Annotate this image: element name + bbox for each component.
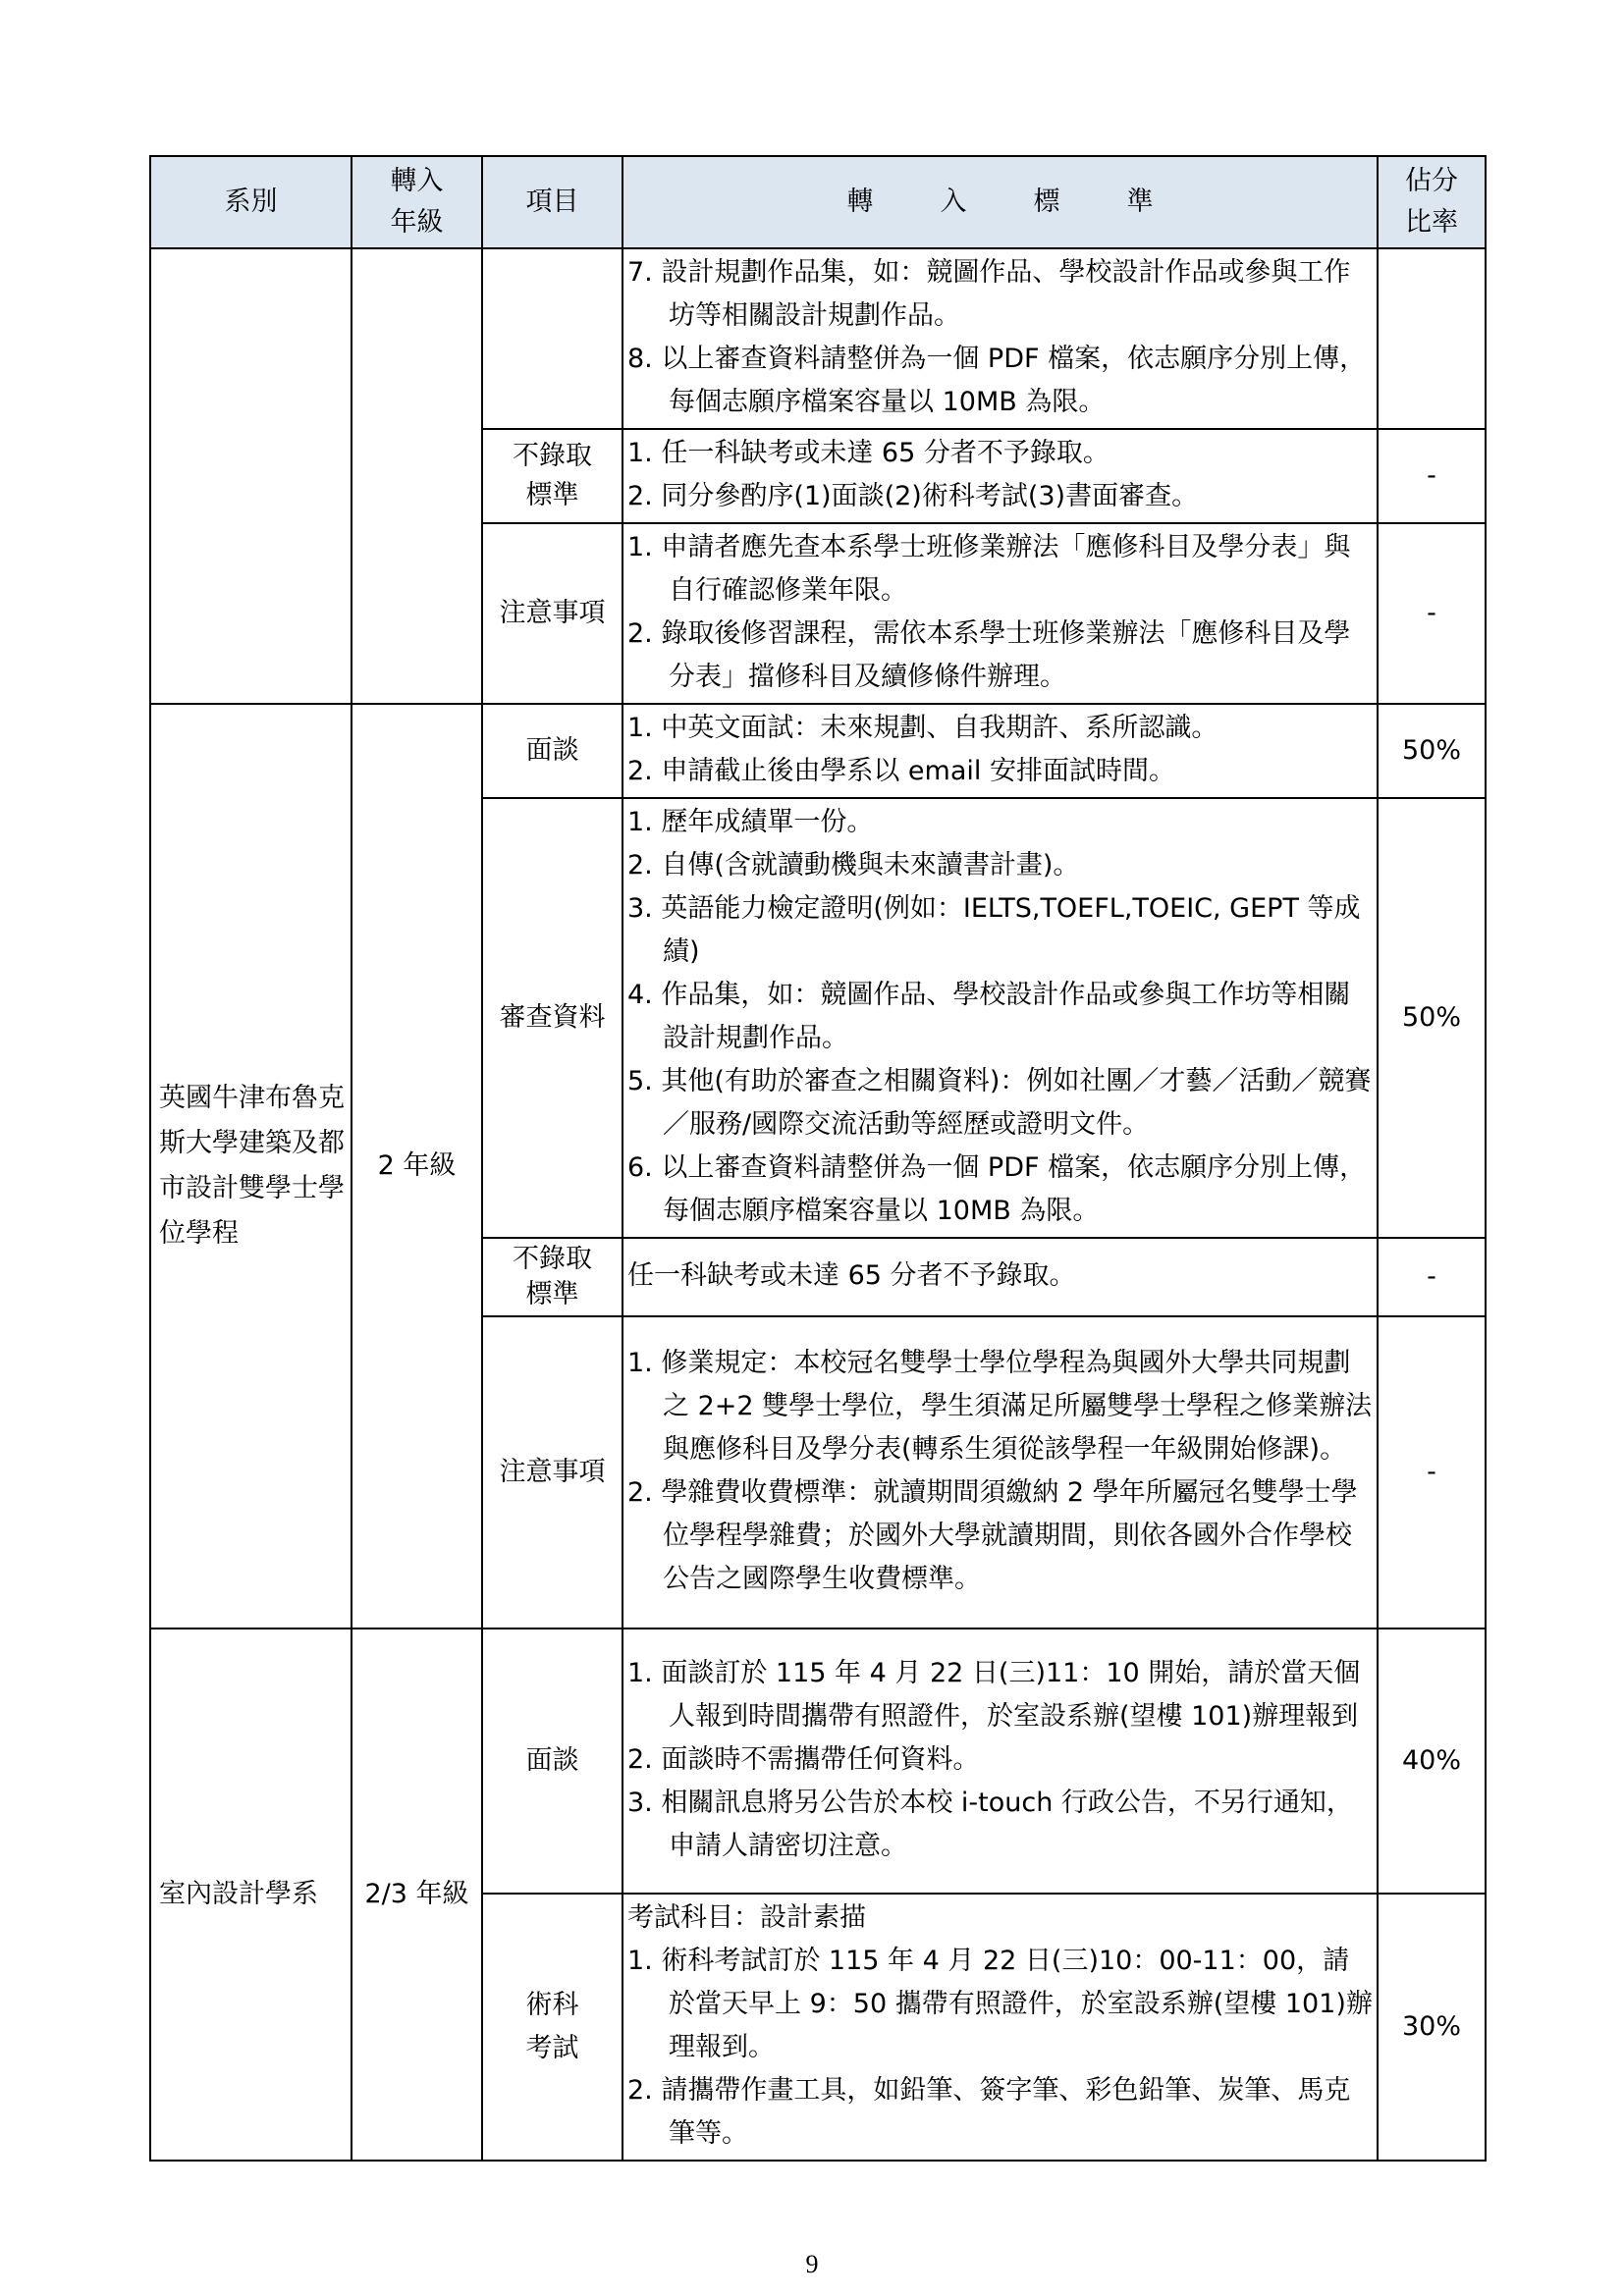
weight-value: - bbox=[1378, 1238, 1486, 1316]
review-criteria-cont bbox=[623, 248, 1378, 429]
dept-name: 英國牛津布魯克斯大學建築及都市設計雙學士學位學程 bbox=[150, 704, 352, 1629]
list-item: 2. 面談時不需攜帶任何資料。 bbox=[627, 1744, 980, 1775]
item-notes-label: 注意事項 bbox=[482, 1316, 623, 1629]
list-item: 2. 學雜費收費標準：就讀期間須繳納 2 學年所屬冠名雙學士學位學程學雜費；於國外大學就讀期間，則依各國外合作學校公告之國際學生收費標準。 bbox=[627, 1477, 1358, 1594]
grade-value: 2 年級 bbox=[352, 704, 482, 1629]
weight-value: 40% bbox=[1378, 1629, 1486, 1894]
item-reject-label: 不錄取 標準 bbox=[482, 1238, 623, 1316]
list-item: 1. 歷年成績單一份。 bbox=[627, 807, 874, 837]
interview-criteria bbox=[623, 704, 1378, 798]
table-row bbox=[150, 704, 1486, 798]
reject-criteria bbox=[623, 429, 1378, 523]
list-item: 7. 設計規劃作品集，如：競圖作品、學校設計作品或參與工作坊等相關設計規劃作品。 bbox=[627, 257, 1351, 331]
exam-criteria bbox=[623, 1894, 1378, 2161]
dept-name: 室內設計學系 bbox=[150, 1629, 352, 2161]
table-row bbox=[150, 1629, 1486, 1894]
header-criteria-text: 轉入標準 bbox=[846, 187, 1220, 217]
weight-value: 30% bbox=[1378, 1894, 1486, 2161]
grade-value: 2/3 年級 bbox=[352, 1629, 482, 2161]
list-item: 8. 以上審查資料請整併為一個 PDF 檔案，依志願序分別上傳，每個志願序檔案容量以 10MB 為限。 bbox=[627, 344, 1367, 417]
transfer-criteria-table bbox=[149, 155, 1487, 2162]
weight-value: 50% bbox=[1378, 704, 1486, 798]
weight-value: - bbox=[1378, 1316, 1486, 1629]
page-number: 9 bbox=[805, 2250, 819, 2278]
item-interview-label: 面談 bbox=[482, 1629, 623, 1894]
weight-value: - bbox=[1378, 429, 1486, 523]
item-review-label: 審查資料 bbox=[482, 798, 623, 1238]
item-exam-label: 術科 考試 bbox=[482, 1894, 623, 2161]
weight-value: - bbox=[1378, 523, 1486, 704]
item-reject-label: 不錄取 標準 bbox=[482, 429, 623, 523]
item-cell-empty bbox=[482, 248, 623, 429]
notes-criteria bbox=[623, 523, 1378, 704]
item-interview-label: 面談 bbox=[482, 704, 623, 798]
list-item: 3. 相關訊息將另公告於本校 i-touch 行政公告，不另行通知，申請人請密切注意。 bbox=[627, 1788, 1353, 1861]
exam-subject: 考試科目：設計素描 bbox=[627, 1902, 866, 1933]
item-notes-label: 注意事項 bbox=[482, 523, 623, 704]
weight-value: 50% bbox=[1378, 798, 1486, 1238]
header-grade: 轉入 年級 bbox=[352, 156, 482, 248]
list-item: 1. 任一科缺考或未達 65 分者不予錄取。 bbox=[627, 438, 1110, 468]
grade-cell-empty bbox=[352, 248, 482, 704]
list-item: 1. 面談訂於 115 年 4 月 22 日(三)11：10 開始，請於當天個人報到時間攜帶有照證件，於室設系辦(望樓 101)辦理報到 bbox=[627, 1658, 1361, 1732]
dept-cell-empty bbox=[150, 248, 352, 704]
list-item: 1. 術科考試訂於 115 年 4 月 22 日(三)10：00-11：00，請於當天早上 9：50 攜帶有照證件，於室設系辦(望樓 101)辦理報到。 bbox=[627, 1946, 1373, 2062]
list-item: 2. 請攜帶作畫工具，如鉛筆、簽字筆、彩色鉛筆、炭筆、馬克筆等。 bbox=[627, 2075, 1351, 2149]
list-item: 5. 其他(有助於審查之相關資料)：例如社團／才藝／活動／競賽／服務/國際交流活動等經歷或證明文件。 bbox=[627, 1066, 1372, 1140]
list-item: 1. 申請者應先查本系學士班修業辦法「應修科目及學分表」與自行確認修業年限。 bbox=[627, 532, 1351, 606]
list-item: 2. 申請截止後由學系以 email 安排面試時間。 bbox=[627, 756, 1175, 786]
list-item: 2. 同分參酌序(1)面談(2)術科考試(3)書面審查。 bbox=[627, 481, 1199, 511]
reject-criteria: 任一科缺考或未達 65 分者不予錄取。 bbox=[623, 1238, 1378, 1316]
header-criteria bbox=[623, 156, 1378, 248]
header-item: 項目 bbox=[482, 156, 623, 248]
interview-criteria bbox=[623, 1629, 1378, 1894]
list-item: 2. 自傳(含就讀動機與未來讀書計畫)。 bbox=[627, 850, 1080, 881]
review-criteria bbox=[623, 798, 1378, 1238]
header-dept: 系別 bbox=[150, 156, 352, 248]
weight-cell-empty bbox=[1378, 248, 1486, 429]
list-item: 1. 修業規定：本校冠名雙學士學位學程為與國外大學共同規劃之 2+2 雙學士學位，學生須滿足所屬雙學士學程之修業辦法與應修科目及學分表(轉系生須從該學程一年級開始修課)。 bbox=[627, 1348, 1373, 1465]
list-item: 2. 錄取後修習課程，需依本系學士班修業辦法「應修科目及學分表」擋修科目及續修條件辦理。 bbox=[627, 618, 1351, 692]
list-item: 3. 英語能力檢定證明(例如：IELTS,TOEFL,TOEIC, GEPT 等成績) bbox=[627, 893, 1361, 967]
list-item: 4. 作品集，如：競圖作品、學校設計作品或參與工作坊等相關設計規劃作品。 bbox=[627, 980, 1351, 1053]
list-item: 6. 以上審查資料請整併為一個 PDF 檔案，依志願序分別上傳，每個志願序檔案容量以 10MB 為限。 bbox=[627, 1152, 1367, 1226]
table-row bbox=[150, 248, 1486, 429]
list-item: 1. 中英文面試：未來規劃、自我期許、系所認識。 bbox=[627, 713, 1218, 743]
header-weight: 佔分 比率 bbox=[1378, 156, 1486, 248]
notes-criteria bbox=[623, 1316, 1378, 1629]
